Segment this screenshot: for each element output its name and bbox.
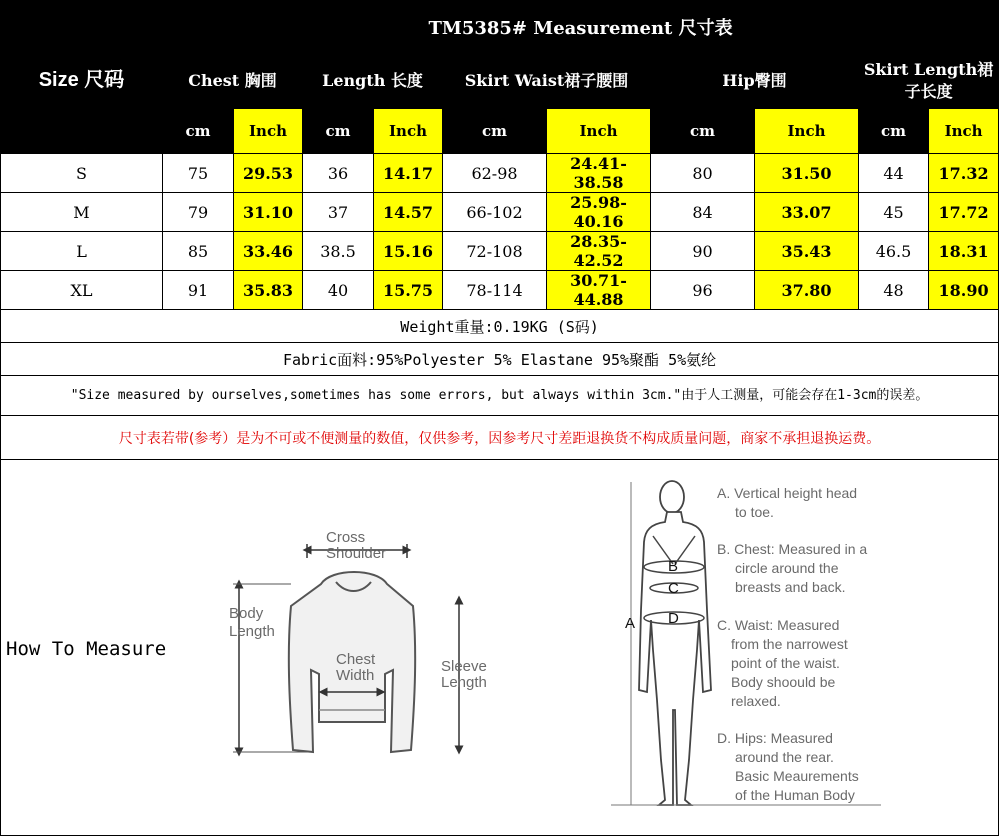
unit-cm: cm — [303, 109, 374, 154]
svg-text:Body — [229, 605, 264, 622]
unit-inch: Inch — [374, 109, 443, 154]
note-c: C. Waist: Measured — [717, 617, 840, 633]
value-cell: 44 — [859, 154, 929, 193]
value-cell: 17.72 — [929, 193, 999, 232]
note-c: relaxed. — [731, 693, 781, 709]
svg-text:Sleeve — [441, 658, 487, 675]
body-length-label: Length — [229, 623, 275, 640]
value-cell: 72-108 — [443, 232, 547, 271]
table-row — [1, 232, 999, 271]
body-diagram — [611, 481, 881, 805]
unit-inch: Inch — [929, 109, 999, 154]
value-cell: 37.80 — [755, 271, 859, 310]
value-cell: 84 — [651, 193, 755, 232]
note-b: B. Chest: Measured in a — [717, 541, 868, 557]
unit-cm: cm — [651, 109, 755, 154]
size-cell: XL — [1, 271, 163, 310]
value-cell: 15.16 — [374, 232, 443, 271]
how-to-measure-label: How To Measure — [6, 638, 167, 660]
sweater-diagram — [229, 529, 487, 752]
value-cell: 33.46 — [234, 232, 303, 271]
value-cell: 48 — [859, 271, 929, 310]
value-cell: 62-98 — [443, 154, 547, 193]
note-a: to toe. — [735, 504, 774, 520]
chest-header: Chest 胸围 — [163, 54, 303, 109]
sleeve-length-label: Sleeve — [441, 658, 487, 675]
value-cell: 80 — [651, 154, 755, 193]
chest-width-label: Chest — [336, 651, 376, 668]
value-cell: 17.32 — [929, 154, 999, 193]
body-notes — [717, 485, 867, 803]
value-cell: 35.43 — [755, 232, 859, 271]
hip-header: Hip臀围 — [651, 54, 859, 109]
value-cell: 66-102 — [443, 193, 547, 232]
sleeve-length-label: Length — [441, 674, 487, 691]
value-cell: 35.83 — [234, 271, 303, 310]
note-a: A. Vertical height head — [717, 485, 858, 501]
note-c: point of the waist. — [731, 655, 840, 671]
svg-text:Shoulder — [326, 545, 386, 562]
value-cell: 30.71-44.88 — [547, 271, 651, 310]
note-d: around the rear. — [735, 749, 834, 765]
note-c: from the narrowest — [731, 636, 848, 652]
unit-cm: cm — [443, 109, 547, 154]
skirt-waist-header: Skirt Waist裙子腰围 — [443, 54, 651, 109]
return-disclaimer: 尺寸表若带(参考）是为不可或不便测量的数值，仅供参考，因参考尺寸差距退换货不构成质量问题，商家不承担退换运费。 — [1, 416, 999, 460]
value-cell: 33.07 — [755, 193, 859, 232]
value-cell: 31.10 — [234, 193, 303, 232]
note-d: D. Hips: Measured — [717, 730, 833, 746]
value-cell: 28.35-42.52 — [547, 232, 651, 271]
how-to-measure-section — [1, 460, 999, 836]
chart-title: TM5385# Measurement 尺寸表 — [163, 1, 999, 54]
marker-d: D — [668, 610, 679, 627]
value-cell: 46.5 — [859, 232, 929, 271]
value-cell: 75 — [163, 154, 234, 193]
body-length-label: Body — [229, 605, 264, 622]
note-d: of the Human Body — [735, 787, 855, 803]
size-header: Size 尺码 — [1, 1, 163, 154]
svg-text:Width — [336, 667, 374, 684]
skirt-length-header: Skirt Length裙子长度 — [859, 54, 999, 109]
measure-diagrams — [1, 460, 999, 836]
cross-shoulder-label: Cross — [326, 529, 366, 546]
value-cell: 29.53 — [234, 154, 303, 193]
table-row — [1, 154, 999, 193]
value-cell: 18.31 — [929, 232, 999, 271]
value-cell: 79 — [163, 193, 234, 232]
marker-a: A — [625, 615, 636, 632]
svg-text:Chest — [336, 651, 376, 668]
unit-inch: Inch — [234, 109, 303, 154]
value-cell: 38.5 — [303, 232, 374, 271]
unit-cm: cm — [859, 109, 929, 154]
value-cell: 37 — [303, 193, 374, 232]
note-c: Body shoould be — [731, 674, 836, 690]
note-b: circle around the — [735, 560, 839, 576]
value-cell: 25.98-40.16 — [547, 193, 651, 232]
unit-inch: Inch — [547, 109, 651, 154]
svg-text:Length — [229, 623, 275, 640]
svg-text:Length — [441, 674, 487, 691]
size-cell: M — [1, 193, 163, 232]
table-row — [1, 193, 999, 232]
size-cell: S — [1, 154, 163, 193]
value-cell: 78-114 — [443, 271, 547, 310]
body-outline — [639, 512, 711, 805]
value-cell: 31.50 — [755, 154, 859, 193]
value-cell: 45 — [859, 193, 929, 232]
value-cell: 36 — [303, 154, 374, 193]
chest-width-label: Width — [336, 667, 375, 684]
value-cell: 24.41-38.58 — [547, 154, 651, 193]
note-b: breasts and back. — [735, 579, 846, 595]
unit-inch: Inch — [755, 109, 859, 154]
value-cell: 91 — [163, 271, 234, 310]
cross-shoulder-label: Shoulder — [326, 545, 387, 562]
value-cell: 14.17 — [374, 154, 443, 193]
table-row — [1, 271, 999, 310]
size-cell: L — [1, 232, 163, 271]
value-cell: 18.90 — [929, 271, 999, 310]
note-d: Basic Meaurements — [735, 768, 859, 784]
weight-info: Weight重量:0.19KG (S码) — [1, 310, 999, 343]
marker-c: C — [668, 580, 679, 597]
svg-text:Cross — [326, 529, 365, 546]
value-cell: 40 — [303, 271, 374, 310]
measurement-note: "Size measured by ourselves,sometimes has some errors, but always within 3cm."由于人工测量，可能会存在1-3cm的误差。 — [1, 376, 999, 416]
value-cell: 14.57 — [374, 193, 443, 232]
value-cell: 96 — [651, 271, 755, 310]
unit-cm: cm — [163, 109, 234, 154]
fabric-info: Fabric面料:95%Polyester 5% Elastane 95%聚酯 5%氨纶 — [1, 343, 999, 376]
value-cell: 15.75 — [374, 271, 443, 310]
length-header: Length 长度 — [303, 54, 443, 109]
value-cell: 90 — [651, 232, 755, 271]
marker-b: B — [668, 558, 679, 575]
value-cell: 85 — [163, 232, 234, 271]
